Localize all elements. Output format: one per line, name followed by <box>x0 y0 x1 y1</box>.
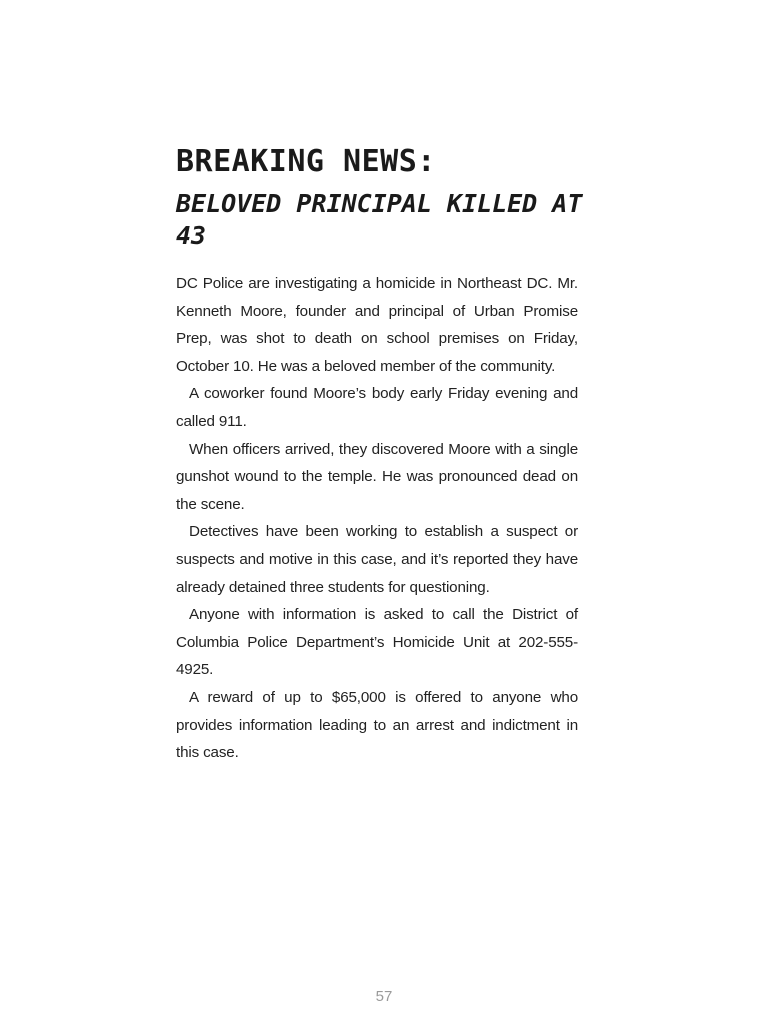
paragraph: A coworker found Moore’s body early Friday evening and called 911. <box>176 385 578 430</box>
article-body <box>176 270 578 767</box>
paragraph: DC Police are investigating a homicide in Northeast DC. Mr. Kenneth Moore, founder and principal of Urban Promise Prep, was shot to death on school premises on Friday, October 10. He was a beloved member of the community. <box>176 275 578 375</box>
paragraph: Anyone with information is asked to call the District of Columbia Police Department’s Homicide Unit at 202-555-4925. <box>176 606 578 679</box>
paragraph: Detectives have been working to establish a suspect or suspects and motive in this case, and it’s reported they have already detained three students for questioning. <box>176 523 578 596</box>
headline: BREAKING NEWS: <box>176 144 436 179</box>
page-number: 57 <box>375 988 393 1005</box>
paragraph: A reward of up to $65,000 is offered to anyone who provides information leading to an arrest and indictment in this case. <box>176 688 578 762</box>
subheadline: BELOVED PRINCIPAL KILLED AT 43 <box>176 189 583 250</box>
article <box>176 140 583 767</box>
paragraph: When officers arrived, they discovered Moore with a single gunshot wound to the temple. He was pronounced dead on the scene. <box>176 440 578 513</box>
